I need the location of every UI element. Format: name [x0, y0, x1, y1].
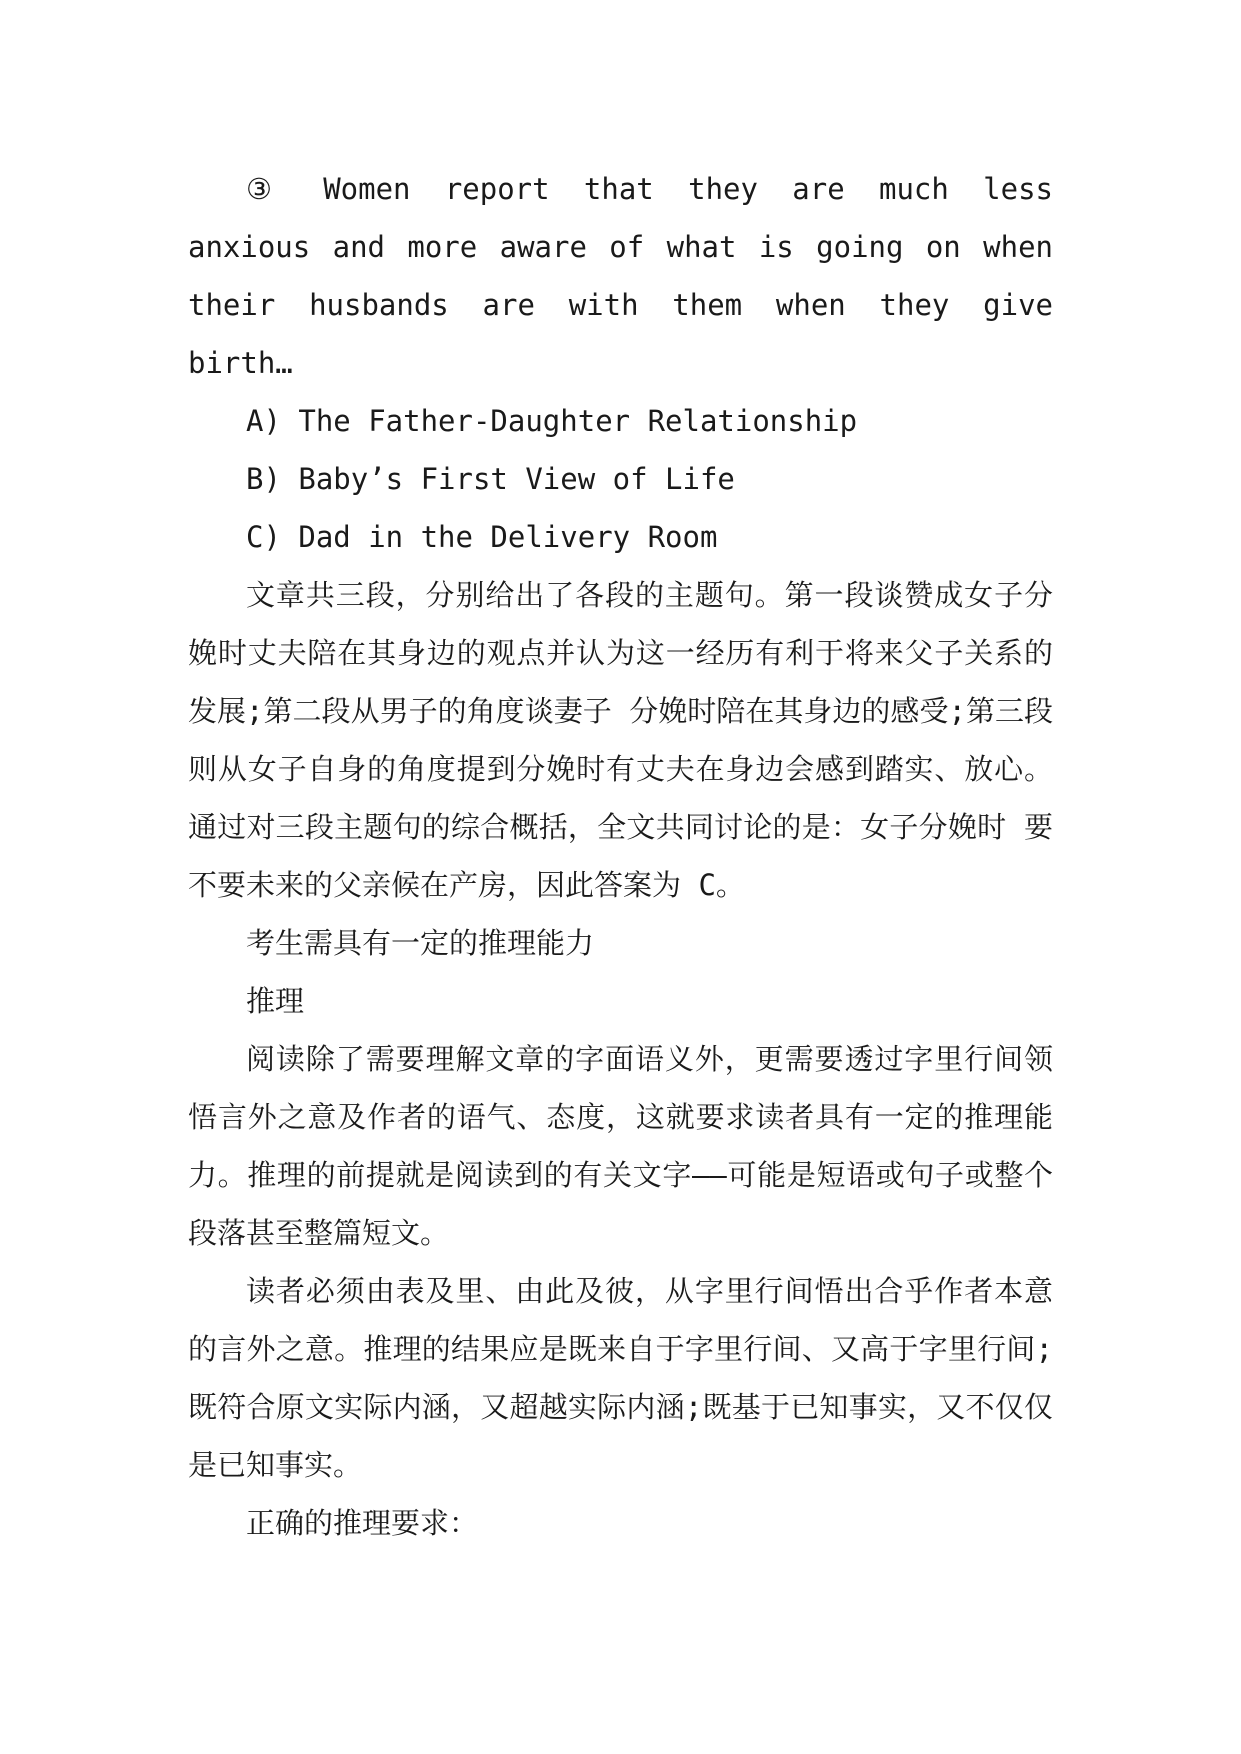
option-c: C) Dad in the Delivery Room — [246, 520, 718, 554]
option-a: A) The Father-Daughter Relationship — [246, 404, 858, 438]
document-body — [188, 160, 1053, 1552]
paragraph-heading-requirement: 考生需具有一定的推理能力 — [246, 926, 595, 960]
paragraph-heading-inference: 推理 — [246, 984, 305, 1018]
option-b: B) Baby’s First View of Life — [246, 462, 735, 496]
paragraph-inference-intro: 阅读除了需要理解文章的字面语义外，更需要透过字里行间领悟言外之意及作者的语气、态度，这就要求读者具有一定的推理能力。推理的前提就是阅读到的有关文字——可能是短语或句子或整个段落甚至整篇短文。 — [188, 1042, 1053, 1250]
paragraph-correct-inference: 正确的推理要求： — [246, 1506, 479, 1540]
paragraph-example-sentence-3: ③ Women report that they are much less anxious and more aware of what is going on when their husbands are with them when they give birth… — [188, 172, 1053, 380]
paragraph-analysis: 文章共三段，分别给出了各段的主题句。第一段谈赞成女子分娩时丈夫陪在其身边的观点并认为这一经历有利于将来父子关系的发展;第二段从男子的角度谈妻子 分娩时陪在其身边的感受;第三段则从女子自身的角度提到分娩时有丈夫在身边会感到踏实、放心。通过对三段主题句的综合概括，全文共同讨论的是：女子分娩时 要不要未来的父亲候在产房，因此答案为 C。 — [188, 578, 1053, 902]
paragraph-inference-detail: 读者必须由表及里、由此及彼，从字里行间悟出合乎作者本意的言外之意。推理的结果应是既来自于字里行间、又高于字里行间;既符合原文实际内涵，又超越实际内涵;既基于已知事实，又不仅仅是已知事实。 — [188, 1274, 1053, 1482]
